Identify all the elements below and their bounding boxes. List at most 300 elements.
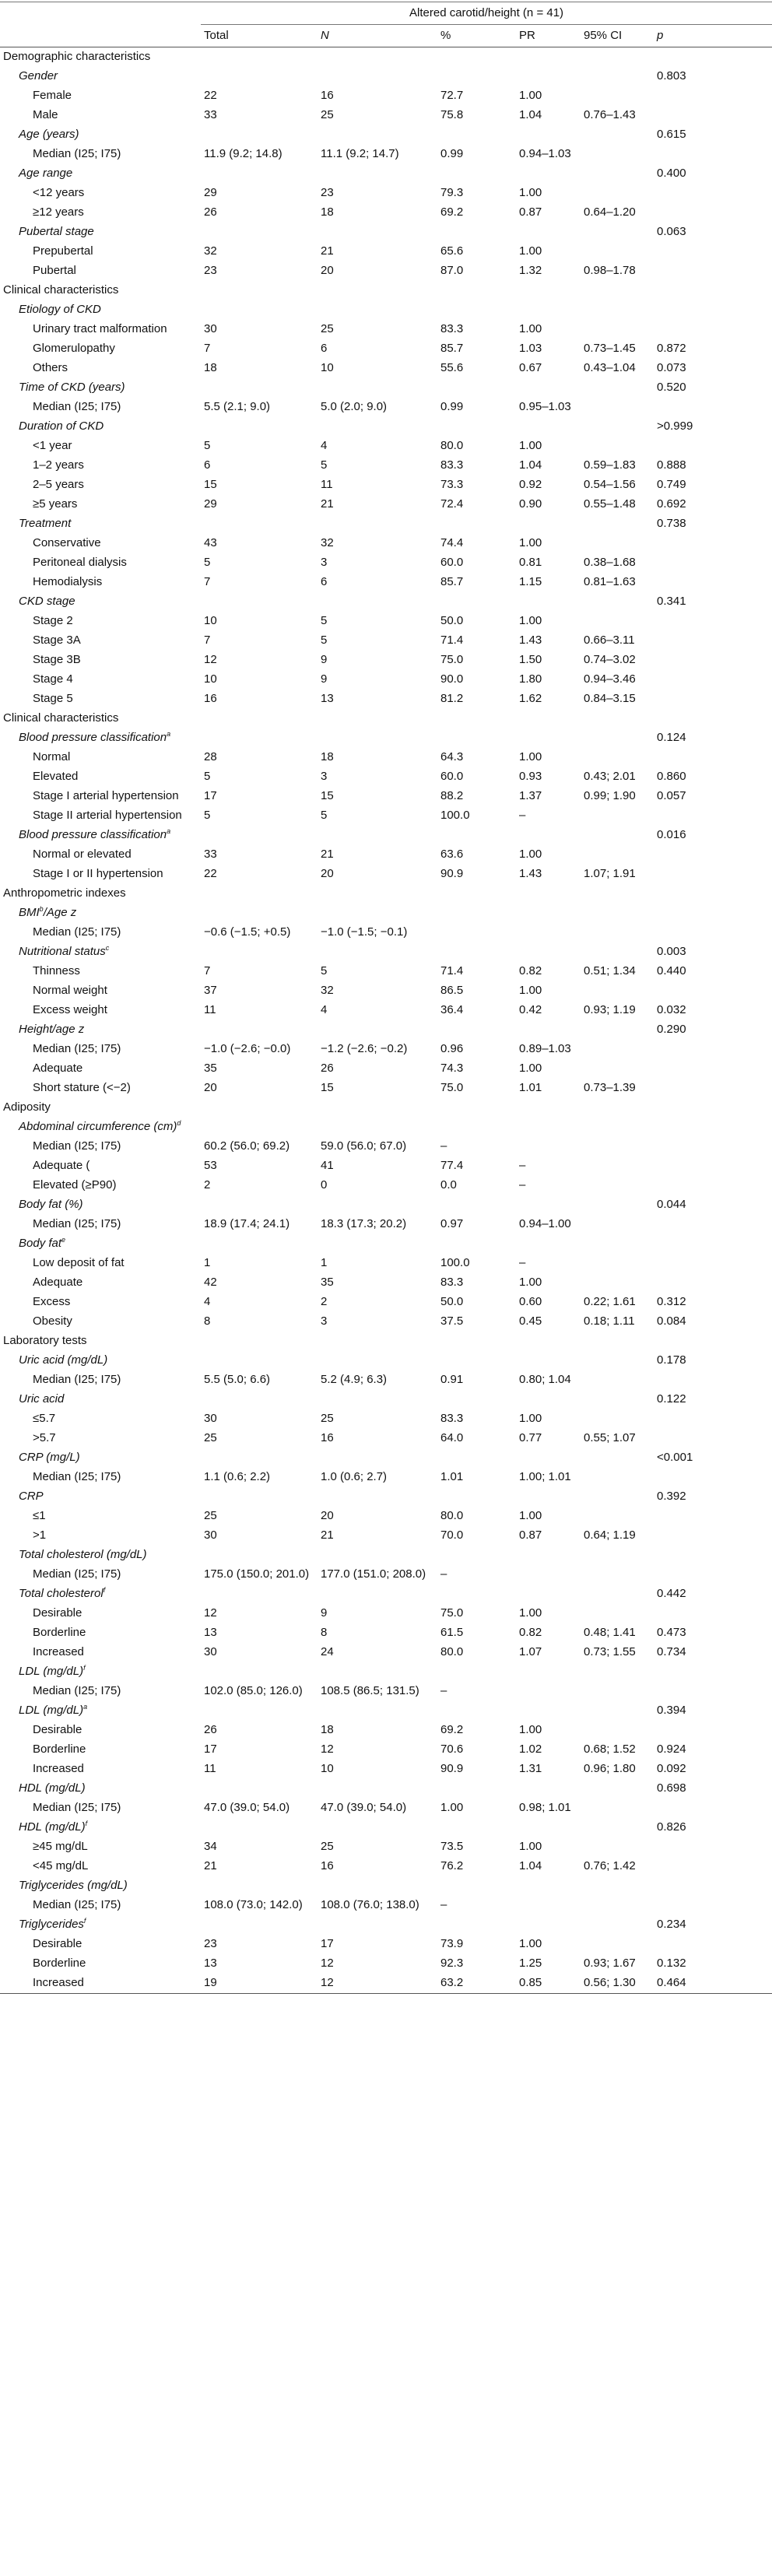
cell-ci [581, 320, 654, 339]
row-label-text: LDL (mg/dL) [19, 1665, 84, 1678]
cell-total [201, 223, 318, 242]
column-header-p: p [654, 25, 772, 47]
cell-pr: 0.95–1.03 [519, 400, 571, 413]
row-label [0, 942, 201, 962]
table-row [0, 339, 772, 359]
variable-row [0, 1351, 772, 1370]
variable-row [0, 1779, 772, 1799]
section-row [0, 1332, 772, 1351]
row-label-text: Total cholesterol [19, 1587, 104, 1600]
cell-p [654, 981, 772, 1001]
cell-pr: 1.62 [519, 692, 542, 705]
cell-p [654, 670, 772, 690]
cell-total [201, 1390, 318, 1409]
row-label [0, 1234, 201, 1254]
row-label [0, 728, 201, 748]
cell-ci: 0.66–3.11 [584, 633, 635, 647]
row-label [0, 806, 201, 826]
cell-total: 10 [204, 672, 217, 686]
cell-p [654, 1896, 772, 1915]
cell-percent: 69.2 [440, 205, 464, 219]
cell-pr: 1.04 [519, 458, 542, 472]
table-row [0, 495, 772, 514]
cell-p [654, 1604, 772, 1623]
table-row [0, 865, 772, 884]
cell-ci [581, 1701, 654, 1721]
table-row [0, 320, 772, 339]
cell-total [201, 1876, 318, 1896]
cell-pr: 0.87 [519, 205, 542, 219]
table-row [0, 1896, 772, 1915]
footnote-marker: b [39, 905, 44, 913]
cell-percent: 70.6 [440, 1742, 464, 1756]
cell-n: 8 [321, 1626, 328, 1639]
cell-p [654, 690, 772, 709]
cell-n: 3 [321, 1314, 328, 1328]
cell-percent: 79.3 [440, 186, 464, 199]
cell-pr [516, 417, 581, 437]
cell-total [201, 125, 318, 145]
cell-p: >0.999 [657, 419, 693, 433]
cell-n: 16 [321, 89, 334, 102]
cell-percent: 80.0 [440, 1645, 464, 1658]
cell-total [201, 709, 318, 728]
cell-total [201, 592, 318, 612]
cell-percent [437, 223, 516, 242]
cell-n: 18 [321, 205, 334, 219]
variable-row [0, 942, 772, 962]
cell-p: 0.132 [657, 1957, 686, 1970]
cell-p: 0.234 [657, 1918, 686, 1931]
cell-percent [437, 378, 516, 398]
cell-n: 35 [321, 1276, 334, 1289]
cell-ci: 0.93; 1.19 [584, 1003, 636, 1016]
row-label-text: Pubertal stage [19, 225, 94, 238]
row-label [0, 514, 201, 534]
variable-row [0, 904, 772, 923]
cell-n: 26 [321, 1062, 334, 1075]
row-label [0, 904, 201, 923]
cell-p: 0.803 [657, 69, 686, 82]
cell-percent: 92.3 [440, 1957, 464, 1970]
cell-ci [581, 378, 654, 398]
cell-n: 9 [321, 653, 328, 666]
cell-total [201, 1098, 318, 1118]
cell-pr [516, 1682, 581, 1701]
cell-ci [581, 1799, 654, 1818]
row-label-text: Gender [19, 69, 58, 82]
cell-total: 17 [204, 1742, 217, 1756]
table-row [0, 106, 772, 125]
cell-total [201, 164, 318, 184]
cell-pr: 1.00 [519, 1840, 542, 1853]
cell-pr [516, 728, 581, 748]
cell-p: 0.003 [657, 945, 686, 958]
cell-n: 21 [321, 848, 334, 861]
variable-row [0, 223, 772, 242]
cell-p [654, 845, 772, 865]
row-label-text: Laboratory tests [3, 1334, 87, 1347]
cell-ci: 0.64; 1.19 [584, 1528, 636, 1542]
cell-pr: 1.03 [519, 342, 542, 355]
row-label [0, 1546, 201, 1565]
row-label-text: CRP (mg/L) [19, 1451, 80, 1464]
header-row-group [0, 2, 772, 25]
table-row [0, 670, 772, 690]
cell-percent: 75.0 [440, 1606, 464, 1620]
row-label [0, 534, 201, 553]
cell-ci [581, 1020, 654, 1040]
row-label [0, 709, 201, 728]
cell-ci [581, 1156, 654, 1176]
variable-row [0, 300, 772, 320]
cell-ci: 0.73; 1.55 [584, 1645, 636, 1658]
row-label [0, 456, 201, 476]
row-label-text: Normal [33, 750, 71, 763]
cell-ci [581, 923, 654, 942]
cell-total: 37 [204, 984, 217, 997]
row-label [0, 261, 201, 281]
row-label [0, 826, 201, 845]
cell-total: 43 [204, 536, 217, 549]
cell-ci: 0.18; 1.11 [584, 1314, 635, 1328]
row-label [0, 553, 201, 573]
row-label-text: Median (I25; I75) [33, 1042, 121, 1055]
row-label-text: Elevated (≥P90) [33, 1178, 117, 1191]
cell-percent [437, 1390, 516, 1409]
cell-ci [581, 1935, 654, 1954]
row-label [0, 1799, 201, 1818]
cell-p: 0.057 [657, 789, 686, 802]
row-label-text: Increased [33, 1645, 84, 1658]
cell-percent: 1.00 [440, 1801, 464, 1814]
row-label [0, 1604, 201, 1623]
cell-p: 0.464 [654, 1974, 772, 1994]
cell-pr: 1.00 [519, 1723, 542, 1736]
table-row [0, 1526, 772, 1546]
row-label [0, 748, 201, 767]
row-label [0, 495, 201, 514]
cell-percent [437, 1662, 516, 1682]
table-row [0, 398, 772, 417]
cell-n [318, 300, 437, 320]
row-label [0, 145, 201, 164]
cell-ci [581, 592, 654, 612]
cell-total: 18 [204, 361, 217, 374]
cell-ci [581, 1118, 654, 1137]
cell-n: 9 [321, 1606, 328, 1620]
cell-percent: 61.5 [440, 1626, 464, 1639]
cell-percent: 37.5 [440, 1314, 464, 1328]
table-row [0, 456, 772, 476]
cell-p: 0.888 [657, 458, 686, 472]
cell-pr: 0.93 [519, 770, 542, 783]
row-label-text: 2–5 years [33, 478, 84, 491]
table-row [0, 1740, 772, 1760]
row-label-text: ≥5 years [33, 497, 78, 511]
variable-row [0, 125, 772, 145]
row-label-text: Duration of CKD [19, 419, 104, 433]
cell-pr [516, 47, 581, 68]
row-label [0, 1623, 201, 1643]
cell-total: 13 [204, 1626, 217, 1639]
cell-ci: 0.38–1.68 [584, 556, 636, 569]
cell-pr: 1.80 [519, 672, 542, 686]
cell-n: 18 [321, 750, 334, 763]
row-label-text: LDL (mg/dL) [19, 1704, 84, 1717]
cell-pr [516, 884, 581, 904]
footnote-marker: f [85, 1820, 88, 1827]
cell-pr [516, 378, 581, 398]
row-label-text: HDL (mg/dL) [19, 1781, 86, 1795]
header-empty-cell [0, 2, 201, 25]
cell-p: 0.394 [657, 1704, 686, 1717]
header-span-label: Altered carotid/height (n = 41) [201, 2, 772, 25]
cell-pr [516, 826, 581, 845]
cell-n: 24 [321, 1645, 334, 1658]
table-row [0, 203, 772, 223]
row-label-text: <45 mg/dL [33, 1859, 89, 1872]
table-row [0, 184, 772, 203]
row-label [0, 1215, 201, 1234]
cell-total: 22 [204, 89, 217, 102]
cell-n: 20 [321, 867, 334, 880]
cell-percent: 80.0 [440, 439, 464, 452]
row-label-text: Adiposity [3, 1100, 51, 1114]
cell-n: 5.2 (4.9; 6.3) [321, 1373, 388, 1386]
cell-n: 10 [321, 361, 334, 374]
cell-n [318, 826, 437, 845]
table-row [0, 145, 772, 164]
cell-p [654, 709, 772, 728]
cell-ci: 0.74–3.02 [584, 653, 636, 666]
cell-p: 0.178 [657, 1353, 686, 1367]
cell-ci: 0.99; 1.90 [584, 789, 636, 802]
cell-p [654, 1799, 772, 1818]
cell-p: 0.122 [657, 1392, 686, 1406]
cell-ci [581, 612, 654, 631]
row-label-text: <1 year [33, 439, 72, 452]
column-header-percent: % [437, 25, 516, 47]
cell-n [318, 1390, 437, 1409]
row-label-text: Borderline [33, 1742, 86, 1756]
cell-ci: 0.81–1.63 [584, 575, 636, 588]
cell-n [318, 592, 437, 612]
row-label [0, 86, 201, 106]
cell-ci [581, 1409, 654, 1429]
row-label [0, 398, 201, 417]
row-label-text: Stage I arterial hypertension [33, 789, 179, 802]
cell-total: 12 [204, 653, 217, 666]
row-label [0, 476, 201, 495]
row-label-text: Median (I25; I75) [33, 1684, 121, 1697]
cell-ci [581, 981, 654, 1001]
cell-total: 29 [204, 497, 217, 511]
cell-p [654, 573, 772, 592]
cell-percent [437, 728, 516, 748]
cell-total [201, 1818, 318, 1837]
cell-p: 0.924 [657, 1742, 686, 1756]
cell-pr [516, 904, 581, 923]
cell-percent: 55.6 [440, 361, 464, 374]
cell-pr: 1.00 [519, 1412, 542, 1425]
row-label-text: Desirable [33, 1937, 82, 1950]
cell-n [318, 1487, 437, 1507]
cell-total [201, 300, 318, 320]
row-label-text: Body fat [19, 1237, 62, 1250]
cell-p [654, 1234, 772, 1254]
cell-ci [581, 1779, 654, 1799]
cell-p: 0.473 [657, 1626, 686, 1639]
cell-pr: 0.85 [516, 1974, 581, 1994]
row-label-text: Adequate ( [33, 1159, 90, 1172]
results-table [0, 2, 772, 1994]
row-label [0, 1312, 201, 1332]
cell-percent [437, 1448, 516, 1468]
row-label [0, 592, 201, 612]
row-label-text: Anthropometric indexes [3, 886, 126, 900]
row-label [0, 670, 201, 690]
cell-total: 33 [204, 108, 217, 121]
cell-ci [581, 300, 654, 320]
cell-p [654, 145, 772, 164]
row-label-text: CRP [19, 1490, 44, 1503]
cell-p [654, 1935, 772, 1954]
table-row [0, 631, 772, 651]
cell-p [654, 748, 772, 767]
cell-total: 108.0 (73.0; 142.0) [204, 1898, 303, 1911]
cell-total [201, 1234, 318, 1254]
row-label [0, 690, 201, 709]
row-label-text: Triglycerides [19, 1918, 84, 1931]
cell-total: 4 [204, 1295, 211, 1308]
cell-n: 17 [321, 1937, 334, 1950]
row-label-text: Excess [33, 1295, 71, 1308]
cell-percent: 64.0 [440, 1431, 464, 1444]
cell-p [654, 1837, 772, 1857]
cell-total: 23 [204, 264, 217, 277]
section-row [0, 884, 772, 904]
footnote-marker: a [167, 730, 171, 738]
footnote-marker: e [61, 1236, 66, 1244]
row-label [0, 1079, 201, 1098]
cell-pr: 1.00 [519, 1062, 542, 1075]
cell-p [654, 1662, 772, 1682]
cell-pr: 0.60 [519, 1295, 542, 1308]
row-label-text: Height/age z [19, 1023, 85, 1036]
cell-n [318, 164, 437, 184]
row-label-text: Stage II arterial hypertension [33, 809, 182, 822]
row-label [0, 1487, 201, 1507]
footnote-marker: f [103, 1586, 106, 1594]
cell-p [654, 1468, 772, 1487]
row-label-text: Borderline [33, 1626, 86, 1639]
cell-pr: 1.07 [519, 1645, 542, 1658]
cell-ci [581, 1682, 654, 1701]
variable-row [0, 1662, 772, 1682]
cell-p [654, 203, 772, 223]
cell-n: 32 [321, 984, 334, 997]
cell-n [318, 1020, 437, 1040]
row-label-text: Normal or elevated [33, 848, 132, 861]
cell-pr: 1.00 [519, 614, 542, 627]
row-label-text: Increased [33, 1762, 84, 1775]
cell-percent: 36.4 [440, 1003, 464, 1016]
cell-percent: 83.3 [440, 1412, 464, 1425]
section-row [0, 709, 772, 728]
cell-p: 0.084 [657, 1314, 686, 1328]
cell-percent [437, 1118, 516, 1137]
cell-ci [581, 437, 654, 456]
cell-total [201, 1487, 318, 1507]
row-label [0, 1293, 201, 1312]
cell-ci [581, 1098, 654, 1118]
cell-total: 7 [204, 575, 211, 588]
row-label-text: Median (I25; I75) [33, 1567, 121, 1581]
cell-total [201, 281, 318, 300]
cell-n: 12 [321, 1957, 334, 1970]
row-label-text: Conservative [33, 536, 101, 549]
cell-total [201, 67, 318, 86]
cell-ci [581, 806, 654, 826]
variable-row [0, 1020, 772, 1040]
row-label [0, 281, 201, 300]
cell-pr: 1.00 [519, 1606, 542, 1620]
cell-pr [516, 300, 581, 320]
row-label-text: Body fat (%) [19, 1198, 83, 1211]
cell-ci [581, 1390, 654, 1409]
cell-ci [581, 184, 654, 203]
cell-n: 12 [321, 1742, 334, 1756]
cell-total: 6 [204, 458, 211, 472]
cell-pr [516, 1662, 581, 1682]
table-row [0, 86, 772, 106]
cell-ci: 0.93; 1.67 [584, 1957, 636, 1970]
cell-n: 25 [321, 1412, 334, 1425]
cell-pr: 1.00 [519, 89, 542, 102]
cell-ci [581, 514, 654, 534]
row-label-text: Increased [33, 1976, 84, 1989]
table-row [0, 437, 772, 456]
row-label-text: Triglycerides (mg/dL) [19, 1879, 128, 1892]
cell-pr: 1.00 [519, 984, 542, 997]
table-row [0, 806, 772, 826]
table-row [0, 1954, 772, 1974]
variable-row [0, 592, 772, 612]
cell-pr: 0.82 [519, 1626, 542, 1639]
cell-n [318, 1195, 437, 1215]
cell-pr: 0.80; 1.04 [519, 1373, 571, 1386]
cell-percent [437, 417, 516, 437]
cell-p [654, 1215, 772, 1234]
cell-pr [516, 164, 581, 184]
cell-percent [437, 1546, 516, 1565]
cell-ci: 0.84–3.15 [584, 692, 636, 705]
cell-pr [516, 1234, 581, 1254]
row-label-text: Time of CKD (years) [19, 381, 125, 394]
cell-n: 20 [321, 264, 334, 277]
cell-pr [516, 223, 581, 242]
table-row [0, 923, 772, 942]
table-row [0, 1935, 772, 1954]
row-label-text: Stage 2 [33, 614, 73, 627]
cell-p [654, 806, 772, 826]
cell-ci [581, 1876, 654, 1896]
row-label [0, 845, 201, 865]
cell-n: 4 [321, 1003, 328, 1016]
cell-p: 0.442 [657, 1587, 686, 1600]
row-label-text: Blood pressure classification [19, 828, 167, 841]
